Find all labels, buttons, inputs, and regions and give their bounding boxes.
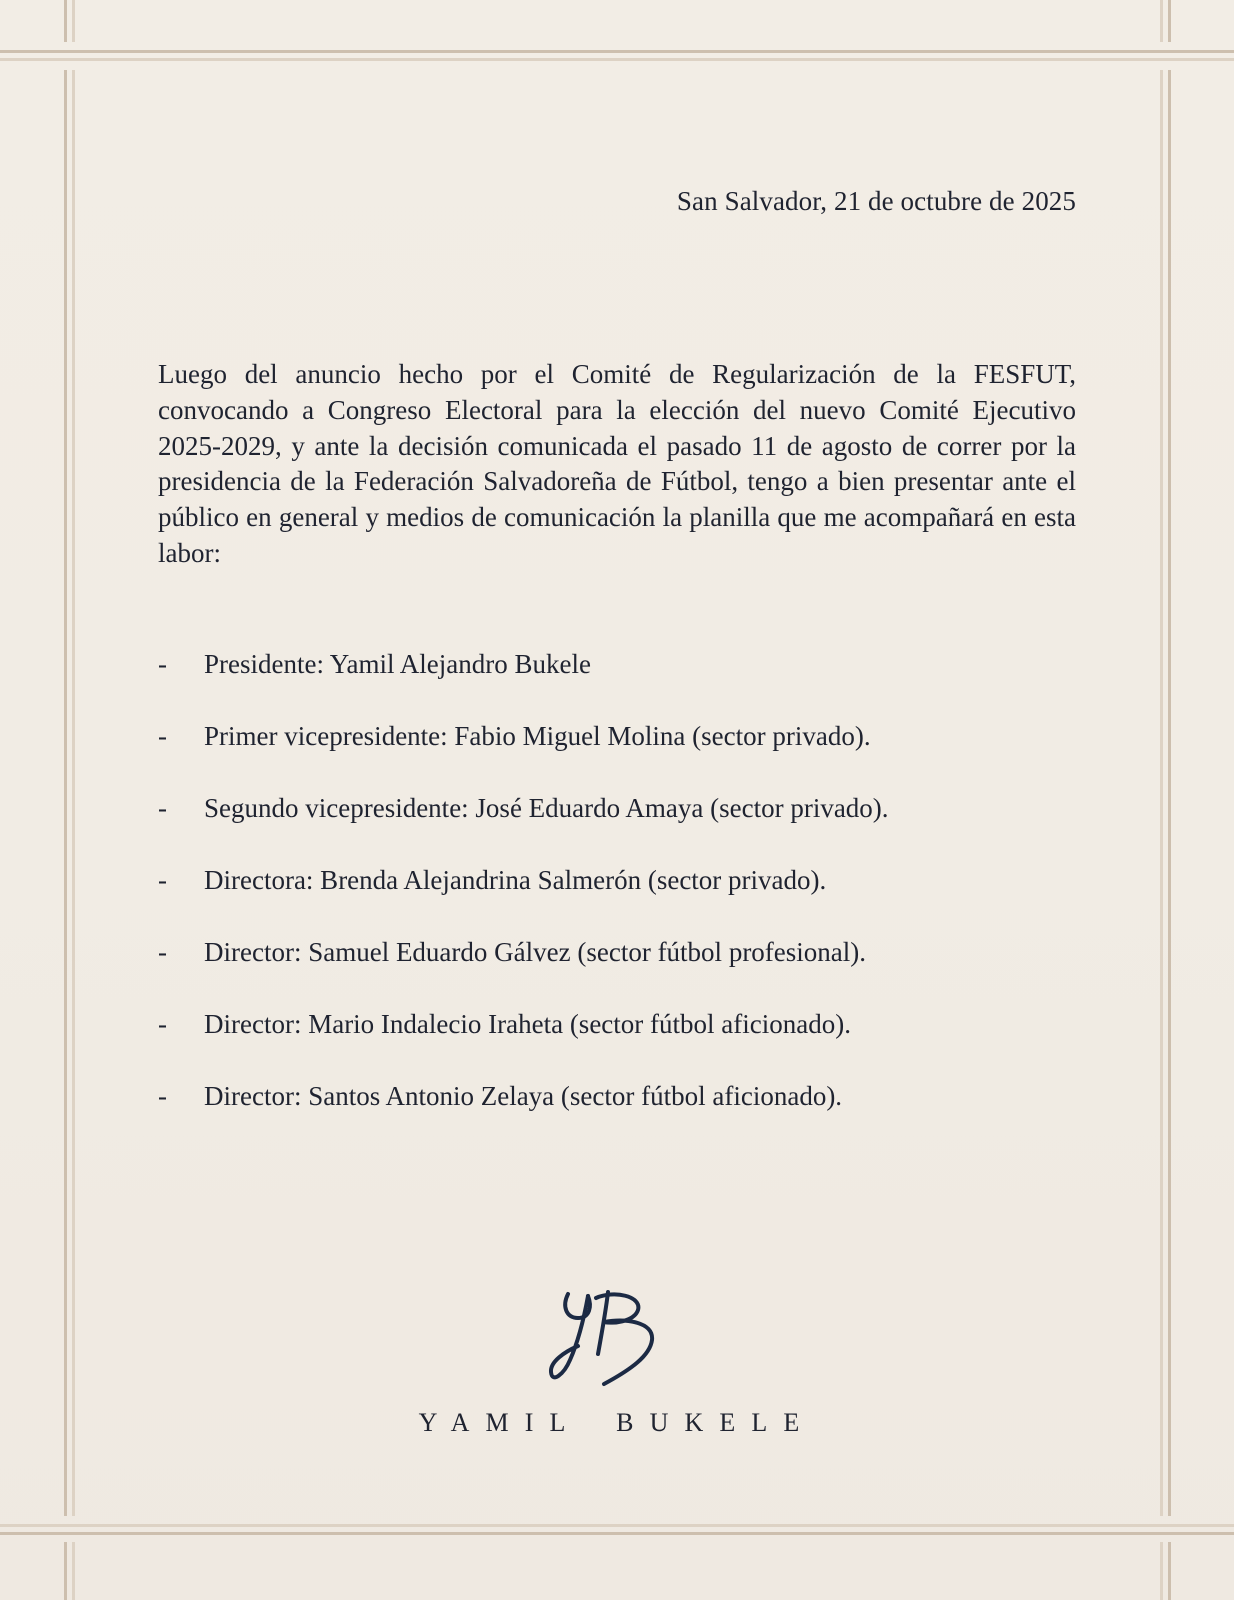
frame-right-rule (1168, 70, 1171, 1516)
list-marker: - (158, 721, 167, 751)
list-marker: - (158, 793, 167, 823)
frame-bottom-rule-inner (0, 1524, 1234, 1527)
frame-right-rule-bottom-inner (1160, 1542, 1163, 1600)
list-marker: - (158, 865, 167, 895)
candidate-list (158, 646, 1076, 1150)
list-item (158, 1078, 1076, 1114)
frame-right-rule-inner (1160, 70, 1163, 1516)
list-marker: - (158, 649, 167, 679)
candidate-director-3: Director: Mario Indalecio Iraheta (sector fútbol aficionado). (204, 1009, 851, 1039)
candidate-president: Presidente: Yamil Alejandro Bukele (204, 649, 591, 679)
list-item (158, 718, 1076, 754)
candidate-director-2: Director: Samuel Eduardo Gálvez (sector fútbol profesional). (204, 937, 867, 967)
list-item (158, 646, 1076, 682)
candidate-second-vp: Segundo vicepresidente: José Eduardo Amaya (sector privado). (204, 793, 889, 823)
list-item (158, 790, 1076, 826)
signature-name: YAMIL BUKELE (418, 1408, 816, 1437)
frame-left-rule-top-inner (72, 0, 75, 42)
list-marker: - (158, 1081, 167, 1111)
frame-top-rule (0, 50, 1234, 53)
list-marker: - (158, 1009, 167, 1039)
letter-date: San Salvador, 21 de octubre de 2025 (676, 186, 1076, 216)
frame-left-rule-top (64, 0, 67, 42)
frame-left-rule-bottom (64, 1542, 67, 1600)
frame-top-rule-inner (0, 58, 1234, 61)
frame-right-rule-top (1168, 0, 1171, 42)
letter-body: Luego del anuncio hecho por el Comité de Regularización de la FESFUT, convocando a Congreso Electoral para la elección del nuevo Comité Ejecutivo 2025-2029, y ante la decisión comunicada el pasado 11 de agosto de correr por la presidencia de la Federación Salvadoreña de Fútbol, tengo a bien presentar ante el público en general y medios de comunicación la planilla que me acompañará en esta labor: (158, 359, 1076, 568)
candidate-director-1: Directora: Brenda Alejandrina Salmerón (sector privado). (204, 865, 827, 895)
frame-left-rule-inner (72, 70, 75, 1516)
list-item (158, 862, 1076, 898)
signature-monogram-icon (548, 1288, 678, 1400)
list-marker: - (158, 937, 167, 967)
frame-right-rule-top-inner (1160, 0, 1163, 42)
list-item (158, 1006, 1076, 1042)
candidate-director-4: Director: Santos Antonio Zelaya (sector fútbol aficionado). (204, 1081, 843, 1111)
frame-left-rule (64, 70, 67, 1516)
frame-bottom-rule (0, 1532, 1234, 1535)
frame-right-rule-bottom (1168, 1542, 1171, 1600)
candidate-first-vp: Primer vicepresidente: Fabio Miguel Molina (sector privado). (204, 721, 871, 751)
list-item (158, 934, 1076, 970)
frame-left-rule-bottom-inner (72, 1542, 75, 1600)
